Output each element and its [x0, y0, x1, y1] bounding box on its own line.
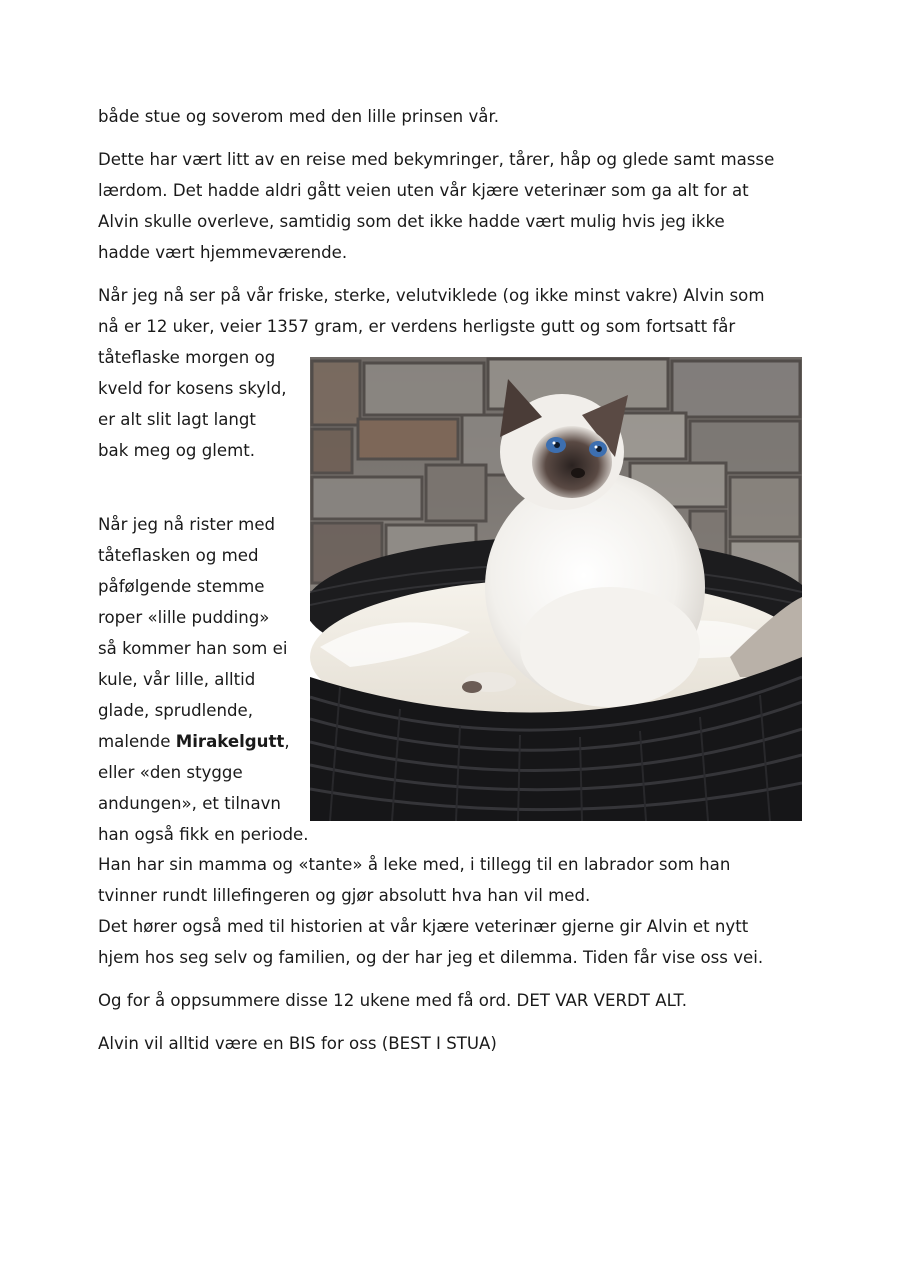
paragraph-6: Alvin vil alltid være en BIS for oss (BEST I STUA) — [98, 1034, 497, 1053]
line-suffix: , — [284, 732, 290, 751]
paragraph-4-line: eller «den stygge — [98, 763, 243, 782]
paragraph-3-line: Når jeg nå ser på vår friske, sterke, velutviklede (og ikke minst vakre) Alvin som — [98, 286, 765, 305]
paragraph-4-line: kule, vår lille, alltid — [98, 670, 256, 689]
paragraph-2-line: hadde vært hjemmeværende. — [98, 243, 348, 262]
paragraph-3-line: er alt slit lagt langt — [98, 410, 256, 429]
paragraph-2-line: Alvin skulle overleve, samtidig som det ikke hadde vært mulig hvis jeg ikke — [98, 212, 725, 231]
paragraph-4-line: Når jeg nå rister med — [98, 515, 276, 534]
paragraph-4-line: andungen», et tilnavn — [98, 794, 281, 813]
line-prefix: malende — [98, 732, 176, 751]
bold-emphasis: Mirakelgutt — [175, 732, 285, 751]
paragraph-4-line: glade, sprudlende, — [98, 701, 254, 720]
paragraph-4-line — [98, 732, 290, 752]
paragraph-4-line: tvinner rundt lillefingeren og gjør absolutt hva han vil med. — [98, 886, 591, 905]
paragraph-4-line: roper «lille pudding» — [98, 608, 270, 627]
paragraph-3-line: tåteflaske morgen og — [98, 348, 276, 367]
kitten-photo — [310, 357, 802, 821]
paragraph-4-line: så kommer han som ei — [98, 639, 288, 658]
paragraph-2-line: lærdom. Det hadde aldri gått veien uten vår kjære veterinær som ga alt for at — [98, 181, 749, 200]
paragraph-4-line: han også fikk en periode. — [98, 825, 309, 844]
paragraph-3-line: bak meg og glemt. — [98, 441, 256, 460]
paragraph-3-line: kveld for kosens skyld, — [98, 379, 287, 398]
paragraph-4-line: tåteflasken og med — [98, 546, 259, 565]
paragraph-4-line: Det hører også med til historien at vår kjære veterinær gjerne gir Alvin et nytt — [98, 917, 749, 936]
paragraph-2-line: Dette har vært litt av en reise med bekymringer, tårer, håp og glede samt masse — [98, 150, 775, 169]
paragraph-1: både stue og soverom med den lille prinsen vår. — [98, 107, 500, 126]
paragraph-4-line: hjem hos seg selv og familien, og der har jeg et dilemma. Tiden får vise oss vei. — [98, 948, 764, 967]
paragraph-5: Og for å oppsummere disse 12 ukene med få ord. DET VAR VERDT ALT. — [98, 991, 687, 1010]
paragraph-4-line: Han har sin mamma og «tante» å leke med, i tillegg til en labrador som han — [98, 855, 731, 874]
paragraph-3-line: nå er 12 uker, veier 1357 gram, er verdens herligste gutt og som fortsatt får — [98, 317, 736, 336]
paragraph-4-line: påfølgende stemme — [98, 577, 265, 596]
